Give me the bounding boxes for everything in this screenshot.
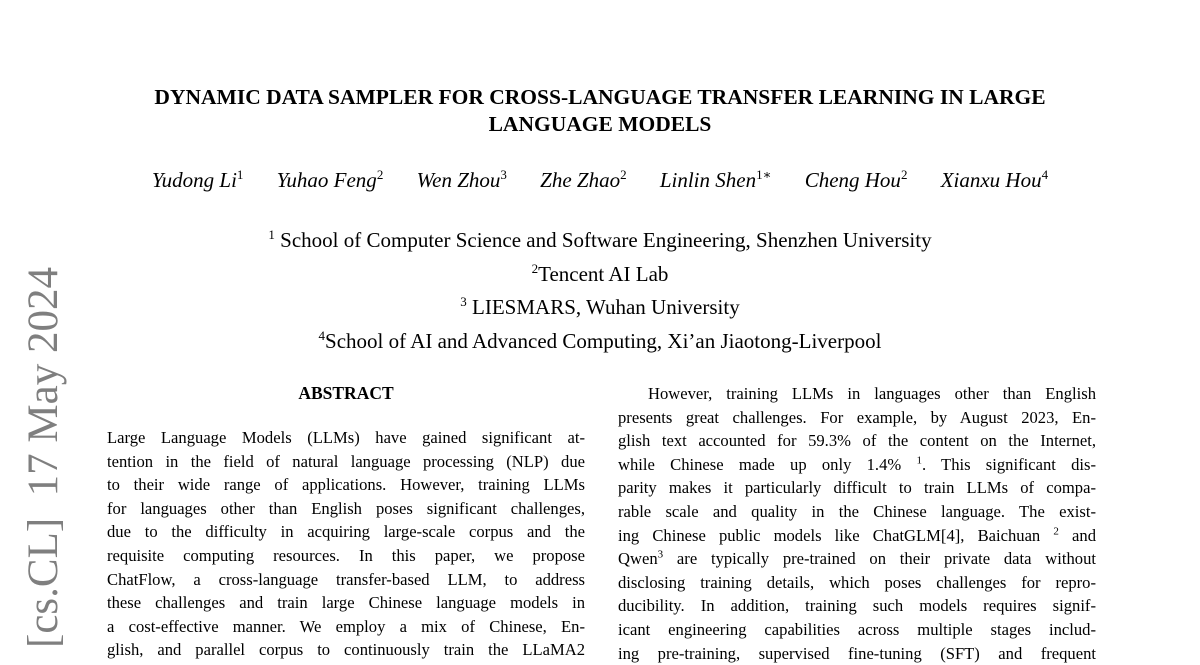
intro-line: However, training LLMs in languages other than English	[648, 384, 1096, 403]
introduction-body	[618, 382, 1096, 665]
author-mark: 2	[376, 167, 384, 182]
abstract-line: glish, and parallel corpus to continuously train the LLaMA2	[107, 640, 585, 660]
intro-text: and	[1058, 525, 1096, 545]
intro-text: while Chinese made up only 1.4%	[618, 454, 917, 474]
affiliation-text: LIESMARS, Wuhan University	[466, 295, 740, 319]
author-name: Zhe Zhao	[540, 168, 621, 192]
author-name: Yuhao Feng	[276, 168, 377, 192]
author-name: Xianxu Hou	[940, 168, 1042, 192]
intro-text: are typically pre-trained on their private data without	[663, 549, 1096, 569]
intro-line: rable scale and quality in the Chinese language. The exist-	[618, 501, 1096, 521]
affiliation-text: School of Computer Science and Software Engineering, Shenzhen University	[274, 228, 932, 252]
title-line-1: DYNAMIC DATA SAMPLER FOR CROSS-LANGUAGE TRANSFER LEARNING IN LARGE	[154, 85, 1046, 109]
author	[660, 168, 772, 192]
abstract-line: ChatFlow, a cross-language transfer-based LLM, to address	[107, 569, 585, 589]
author-mark: 4	[1041, 167, 1049, 182]
author-name: Wen Zhou	[416, 168, 501, 192]
paper-title	[0, 84, 1200, 138]
affiliation	[0, 221, 1200, 255]
intro-line	[618, 524, 1096, 548]
author-name: Cheng Hou	[804, 168, 901, 192]
intro-line: presents great challenges. For example, by August 2023, En-	[618, 407, 1096, 427]
affiliation	[0, 288, 1200, 322]
intro-line	[618, 453, 1096, 477]
footnote-mark: 2	[1053, 525, 1059, 538]
intro-line	[618, 547, 1096, 571]
abstract-body	[107, 426, 585, 662]
affiliation-list	[0, 221, 1200, 355]
author-mark: 1	[236, 167, 244, 182]
affiliation	[0, 255, 1200, 289]
intro-line: ing pre-training, supervised fine-tuning (SFT) and frequent	[618, 643, 1096, 663]
intro-line: ducibility. In addition, training such models requires signif-	[618, 596, 1096, 616]
affiliation-text: School of AI and Advanced Computing, Xi’an Jiaotong-Liverpool	[325, 328, 882, 353]
abstract-line: these challenges and train large Chinese language models in	[107, 593, 585, 613]
abstract-line: due to the difficulty in acquiring large-scale corpus and the	[107, 522, 585, 542]
author	[152, 168, 244, 192]
arxiv-stamp: [cs.CL] 17 May 2024	[20, 267, 67, 648]
author-list	[0, 167, 1200, 193]
abstract-line: Large Language Models (LLMs) have gained significant at-	[107, 428, 585, 447]
author	[277, 168, 384, 192]
footnote-mark: 3	[657, 548, 664, 561]
affiliation-text: Tencent AI Lab	[538, 261, 669, 286]
author-mark: 1∗	[756, 167, 772, 182]
abstract-line: tention in the field of natural language processing (NLP) due	[107, 451, 585, 471]
author-name: Yudong Li	[151, 168, 237, 192]
author-mark: 3	[500, 167, 507, 182]
title-line-2: LANGUAGE MODELS	[488, 112, 712, 136]
footnote-mark: 1	[916, 454, 922, 467]
abstract-line: for languages other than English poses significant challenges,	[107, 498, 585, 518]
intro-line: disclosing training details, which poses challenges for repro-	[618, 572, 1096, 592]
intro-line: icant engineering capabilities across multiple stages includ-	[618, 619, 1096, 639]
author-name: Linlin Shen	[659, 168, 757, 192]
intro-text: ing Chinese public models like ChatGLM[4], Baichuan	[618, 525, 1054, 545]
author	[805, 168, 908, 192]
author	[417, 168, 507, 192]
author	[540, 168, 626, 192]
abstract-heading: ABSTRACT	[298, 383, 394, 403]
abstract-line: requisite computing resources. In this paper, we propose	[107, 545, 585, 565]
abstract-line: to their wide range of applications. However, training LLMs	[107, 475, 585, 495]
intro-line: glish text accounted for 59.3% of the content on the Internet,	[618, 431, 1096, 451]
author-mark: 2	[900, 167, 908, 182]
affiliation-mark: 3	[460, 294, 467, 309]
affiliation-mark: 2	[531, 260, 539, 276]
affiliation	[0, 322, 1200, 356]
author	[941, 168, 1048, 192]
affiliation-mark: 4	[318, 327, 326, 343]
abstract-line: a cost-effective manner. We employ a mix of Chinese, En-	[107, 616, 585, 636]
author-mark: 2	[620, 167, 627, 182]
intro-text: Qwen	[618, 549, 658, 569]
intro-line: parity makes it particularly difficult to train LLMs of compa-	[618, 478, 1096, 498]
affiliation-mark: 1	[268, 227, 275, 242]
intro-text: . This significant dis-	[921, 454, 1097, 474]
